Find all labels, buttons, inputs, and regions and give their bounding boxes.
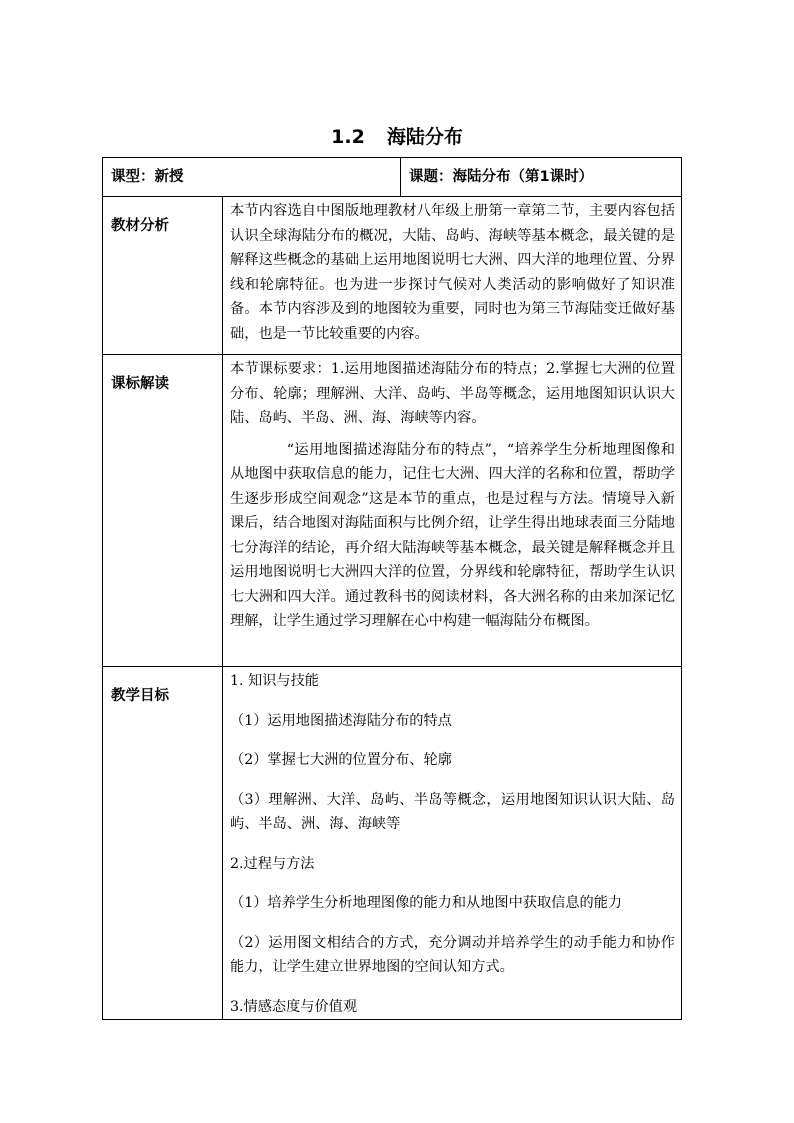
standard-label: 课标解读 <box>111 376 169 392</box>
course-type: 课型：新授 <box>111 169 184 185</box>
analysis-content-cell <box>223 197 682 355</box>
goal-item: （1）培养学生分析地理图像的能力和从地图中获取信息的能力 <box>230 895 623 911</box>
goal-item: （3）理解洲、大洋、岛屿、半岛等概念，运用地图知识认识大陆、岛屿、半岛、洲、海、海峡等 <box>230 791 675 832</box>
goal-heading-attitude: 3.情感态度与价值观 <box>230 998 358 1015</box>
goal-heading-knowledge: 1. 知识与技能 <box>230 673 319 689</box>
standard-label-cell <box>103 355 223 667</box>
goals-label: 教学目标 <box>111 688 169 704</box>
standard-paragraph-1: 本节课标要求：1.运用地图描述海陆分布的特点；2.掌握七大洲的位置分布、轮廓；理解洲、大洋、岛屿、半岛等概念，运用地图知识认识大陆、岛屿、半岛、洲、海、海峡等内容。 <box>230 361 675 426</box>
standard-content-cell <box>223 355 682 667</box>
goal-item: （1）运用地图描述海陆分布的特点 <box>230 712 452 729</box>
course-type-cell <box>103 158 401 197</box>
lesson-plan-table <box>102 157 682 1020</box>
analysis-label-cell <box>103 197 223 355</box>
goal-item: （2）掌握七大洲的位置分布、轮廓 <box>230 752 452 768</box>
analysis-text: 本节内容选自中图版地理教材八年级上册第一章第二节，主要内容包括认识全球海陆分布的概况，大陆、岛屿、海峡等基本概念，最关键的是解释这些概念的基础上运用地图说明七大洲、四大洋的地理位置、分界线和轮廓特征。也为进一步探讨气候对人类活动的影响做好了知识准备。本节内容涉及到的地图较为重要，同时也为第三节海陆变迁做好基础，也是一节比较重要的内容。 <box>230 203 675 342</box>
standard-paragraph-2: “运用地图描述海陆分布的特点”，“培养学生分析地理图像和从地图中获取信息的能力，记住七大洲、四大洋的名称和位置，帮助学生逐步形成空间观念”这是本节的重点，也是过程与方法。情境导入新课后，结合地图对海陆面积与比例介绍，让学生得出地球表面三分陆地七分海洋的结论，再介绍大陆海峡等基本概念，最关键是解释概念并且运用地图说明七大洲四大洋的位置，分界线和轮廓特征，帮助学生认识七大洲和四大洋。通过教科书的阅读材料，各大洲名称的由来加深记忆理解，让学生通过学习理解在心中构建一幅海陆分布概图。 <box>230 441 675 629</box>
standard-row <box>103 355 682 667</box>
header-row <box>103 158 682 197</box>
goals-content-cell <box>223 667 682 1020</box>
goal-item: （2）运用图文相结合的方式，充分调动并培养学生的动手能力和协作能力，让学生建立世界地图的空间认知方式。 <box>230 934 675 975</box>
section-title: 海陆分布 <box>386 126 463 148</box>
page-title <box>0 122 794 149</box>
goals-label-cell <box>103 667 223 1020</box>
section-number: 1.2 <box>331 126 365 148</box>
analysis-row <box>103 197 682 355</box>
goals-row <box>103 667 682 1020</box>
lesson-topic: 课题：海陆分布（第1课时） <box>409 169 594 185</box>
goal-heading-process: 2.过程与方法 <box>230 855 315 872</box>
topic-cell <box>401 158 682 197</box>
analysis-label: 教材分析 <box>111 218 169 234</box>
